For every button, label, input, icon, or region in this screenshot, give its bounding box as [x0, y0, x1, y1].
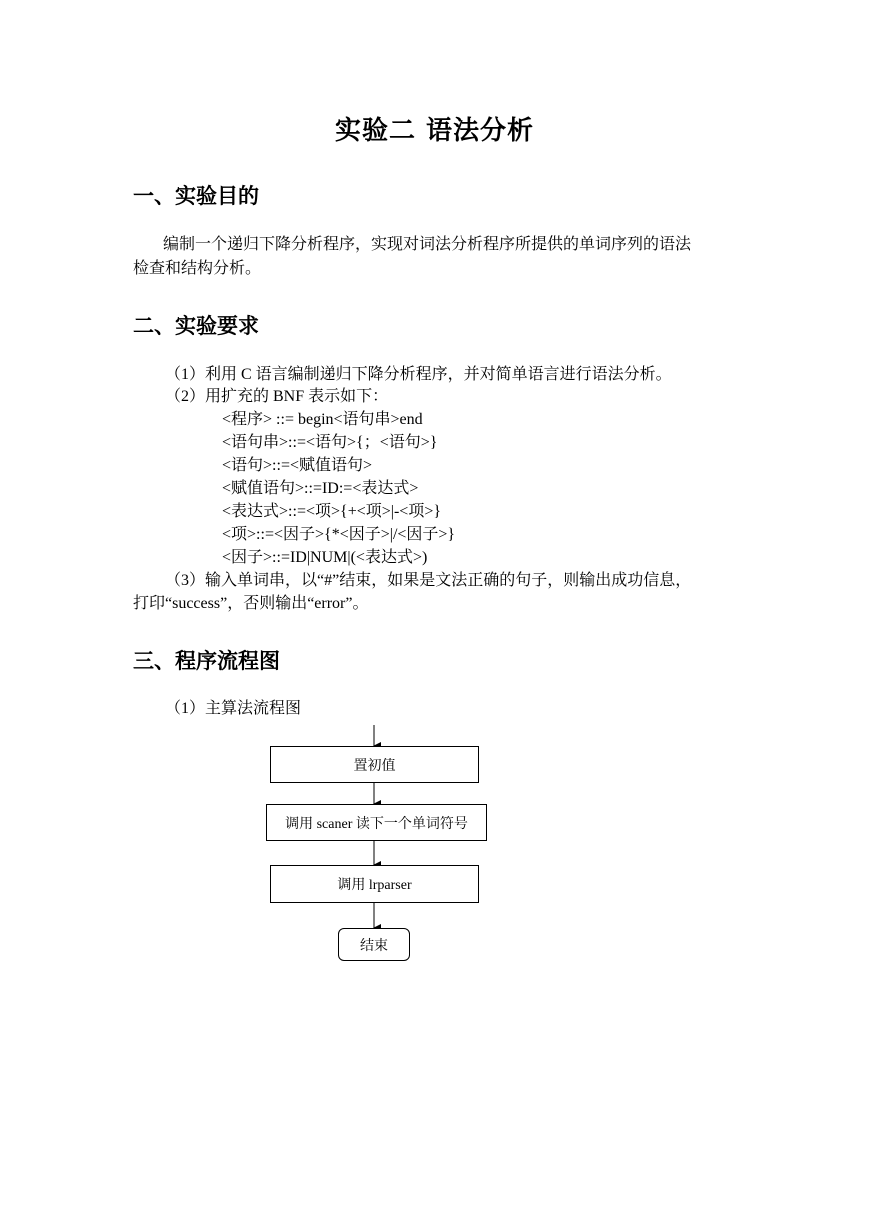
bnf-rule: <程序> ::= begin<语句串>end	[222, 411, 423, 428]
section-heading-flowchart: 三、程序流程图	[133, 649, 280, 673]
purpose-line-1: 编制一个递归下降分析程序，实现对词法分析程序所提供的单词序列的语法	[163, 236, 692, 253]
bnf-rule: <语句>::=<赋值语句>	[222, 457, 373, 474]
bnf-rule: <赋值语句>::=ID:=<表达式>	[222, 480, 419, 497]
requirement-item-2: （2）用扩充的 BNF 表示如下：	[165, 388, 389, 405]
flowchart-node-scaner: 调用 scaner 读下一个单词符号	[266, 804, 487, 841]
flowchart-node-init: 置初值	[270, 746, 479, 783]
flowchart-caption: （1）主算法流程图	[165, 700, 302, 717]
requirement-item-3-line-1: （3）输入单词串，以“#”结束，如果是文法正确的句子，则输出成功信息，	[165, 572, 692, 589]
document-title: 实验二 语法分析	[334, 116, 535, 146]
section-heading-purpose: 一、实验目的	[133, 184, 259, 208]
flowchart-node-end: 结束	[338, 928, 410, 961]
purpose-line-2: 检查和结构分析。	[133, 260, 262, 277]
flowchart-node-lrparser: 调用 lrparser	[270, 865, 479, 903]
section-heading-requirements: 二、实验要求	[133, 314, 259, 338]
bnf-rule: <语句串>::=<语句>{；<语句>}	[222, 434, 438, 451]
requirement-item-3-line-2: 打印“success”，否则输出“error”。	[133, 595, 369, 612]
requirement-item-1: （1）利用 C 语言编制递归下降分析程序，并对简单语言进行语法分析。	[165, 366, 672, 383]
bnf-rule: <因子>::=ID|NUM|(<表达式>)	[222, 549, 428, 566]
bnf-rule: <项>::=<因子>{*<因子>|/<因子>}	[222, 526, 456, 543]
bnf-rule: <表达式>::=<项>{+<项>|-<项>}	[222, 503, 442, 520]
